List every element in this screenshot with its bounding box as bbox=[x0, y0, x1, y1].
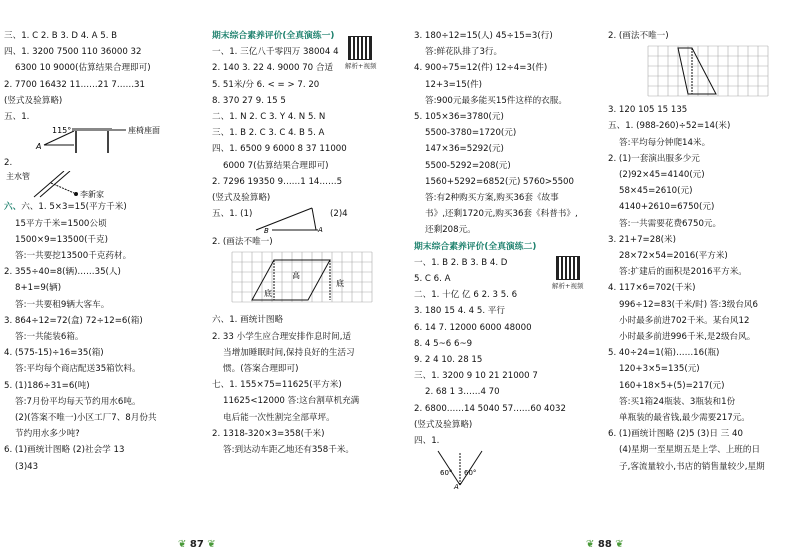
answer-line: 七、1. 155×75=11625(平方米) bbox=[212, 380, 342, 391]
answer-line: 四、1. 6500 9 6000 8 37 11000 bbox=[212, 144, 347, 155]
answer-line: 58×45=2610(元) bbox=[619, 186, 693, 197]
answer-line: 答:扩建后的面积是2016平方米。 bbox=[619, 267, 747, 278]
answer-line: 答:7月份平均每天节约用水6吨。 bbox=[15, 396, 141, 407]
answer-line: (2)92×45=4140(元) bbox=[619, 170, 705, 181]
answer-line: 2. 33 小学生应合理安排作息时间,适 bbox=[212, 331, 352, 342]
answer-line: 2. 355÷40=8(辆)……35(人) bbox=[4, 267, 121, 278]
answer-line: 3. 120 105 15 135 bbox=[608, 105, 688, 116]
answer-line: 2. 140 3. 22 4. 9000 70 合适 bbox=[212, 63, 334, 74]
answer-line: 六、六、1. 5×3=15(平方千米) bbox=[4, 202, 127, 213]
answer-line: 4. 117×6=702(千米) bbox=[608, 283, 696, 294]
answer-line: (竖式及验算略) bbox=[414, 419, 473, 430]
answer-line: 子,客流量较小,书店的销售量较少,星期 bbox=[619, 461, 765, 472]
qr-caption: 解析+视频 bbox=[552, 282, 584, 290]
answer-line: 单瓶装的最省钱,最少需要217元。 bbox=[619, 413, 750, 424]
answer-line: 2. 7296 19350 9……1 14……5 bbox=[212, 176, 343, 187]
answer-line: 3. 180 15 4. 4 5. 平行 bbox=[414, 306, 505, 317]
answer-line: 5. 105×36=3780(元) bbox=[414, 112, 504, 123]
answer-text: 五、1. (1) bbox=[212, 209, 253, 220]
answer-line: (3)43 bbox=[15, 461, 39, 472]
qr-code-icon[interactable] bbox=[348, 36, 372, 60]
base-label: 底 bbox=[264, 289, 272, 299]
angle-label: 115° bbox=[52, 126, 72, 136]
answer-line: 答:有2种购买方案,购买36套《故事 bbox=[425, 193, 559, 204]
qr-code-icon[interactable] bbox=[556, 256, 580, 280]
answer-line: 二、1. N 2. C 3. Y 4. N 5. N bbox=[212, 112, 326, 123]
answer-line: 答:平均每分钟爬14米。 bbox=[619, 137, 711, 148]
sprout-icon: ❦ bbox=[586, 539, 595, 550]
answer-line: 8. 4 5~6 6~9 bbox=[414, 338, 473, 349]
answer-line: 还剩208元。 bbox=[425, 225, 476, 236]
answer-line: 2. 68 1 3……4 70 bbox=[425, 387, 500, 398]
answer-line: 12+3=15(件) bbox=[425, 79, 483, 90]
answer-line: (2)(答案不唯一)小区工厂7、8月份共 bbox=[15, 413, 157, 424]
angle-60-figure bbox=[414, 449, 584, 489]
right-column-2 bbox=[608, 28, 798, 475]
page-number-text: 87 bbox=[189, 539, 204, 550]
answer-line: 四、1. 3200 7500 110 36000 32 bbox=[4, 47, 142, 58]
sprout-icon: ❦ bbox=[178, 539, 187, 550]
answer-line: 电后能一次性割完全部草坪。 bbox=[223, 412, 335, 423]
answer-line: 答:买1箱24瓶装、3瓶装和1份 bbox=[619, 396, 736, 407]
left-column-2 bbox=[212, 28, 398, 458]
answer-line: 6. (1)画统计图略 (2)社会学 13 bbox=[4, 445, 125, 456]
answer-line: 6. 14 7. 12000 6000 48000 bbox=[414, 322, 532, 333]
answer-line: 一、1. B 2. B 3. B 4. D bbox=[414, 257, 508, 268]
answer-line: 5500-3780=1720(元) bbox=[425, 128, 517, 139]
grid-trapezoid-figure bbox=[608, 44, 788, 102]
answer-line: 8+1=9(辆) bbox=[15, 283, 62, 294]
answer-line: 二、1. 十亿 亿 6 2. 3 5. 6 bbox=[414, 290, 518, 301]
section-title: 期末综合素养评价(全真演练二) bbox=[414, 241, 537, 252]
answer-line: 五、1. (988-260)÷52=14(米) bbox=[608, 121, 731, 132]
right-page bbox=[400, 0, 800, 556]
answer-line: 2. 1318-320×3=358(千米) bbox=[212, 428, 325, 439]
answer-line: 8. 370 27 9. 15 5 bbox=[212, 95, 286, 106]
answer-line: 3. 21+7=28(米) bbox=[608, 234, 676, 245]
answer-line: 节约用水多少吨? bbox=[15, 429, 80, 440]
sprout-icon: ❦ bbox=[207, 539, 216, 550]
answer-line: 6300 10 9000(估算结果合理即可) bbox=[15, 63, 151, 74]
answer-line: 三、1. 3200 9 10 21 21000 7 bbox=[414, 371, 538, 382]
answer-line: 当增加睡眠时间,保持良好的生活习 bbox=[223, 347, 355, 358]
pipe-label: 主水管 bbox=[6, 172, 30, 182]
answer-line: 4. 900÷75=12(件) 12÷4=3(件) bbox=[414, 63, 548, 74]
answer-line: 五、1. bbox=[4, 112, 30, 123]
angle-label: 60° bbox=[464, 469, 477, 478]
point-a: A bbox=[454, 483, 459, 490]
answer-line: 1560+5292=6852(元) 5760>5500 bbox=[425, 176, 574, 187]
answer-line: 6000 7(估算结果合理即可) bbox=[223, 160, 329, 171]
angle-label: 60° bbox=[440, 469, 453, 478]
left-column-1 bbox=[4, 28, 200, 475]
water-pipe-figure bbox=[4, 171, 174, 199]
point-a: A bbox=[36, 142, 42, 152]
answer-line: 2. bbox=[4, 158, 13, 169]
answer-line: 28×72×54=2016(平方米) bbox=[619, 251, 728, 262]
answer-line: (4)星期一至星期五是上学、上班的日 bbox=[619, 445, 761, 456]
answer-line: 六、1. 画统计图略 bbox=[212, 315, 284, 326]
answer-line: 6. (1)画统计图略 (2)5 (3)日 三 40 bbox=[608, 429, 743, 440]
answer-text: 六、1. 5×3=15(平方千米) bbox=[21, 202, 127, 213]
answer-line: 996÷12=83(千米/时) 答:3级台风6 bbox=[619, 299, 758, 310]
answer-line: 147×36=5292(元) bbox=[425, 144, 504, 155]
answer-line: 答:900元最多能买15件这样的衣服。 bbox=[425, 95, 567, 106]
seat-label: 座椅座面 bbox=[128, 126, 160, 136]
answer-line: 答:鲜花队排了3行。 bbox=[425, 47, 503, 58]
height-label: 高 bbox=[292, 271, 300, 281]
answer-line: 5. C 6. A bbox=[414, 274, 451, 285]
answer-line: 11625<12000 答:这台割草机充满 bbox=[223, 396, 360, 407]
answer-line: (竖式及验算略) bbox=[212, 193, 271, 204]
answer-line: 2. 6800……14 5040 57……60 4032 bbox=[414, 403, 566, 414]
answer-line: (竖式及验算略) bbox=[4, 95, 63, 106]
answer-line: 120+3×5=135(元) bbox=[619, 364, 700, 375]
line-ab-figure bbox=[252, 206, 332, 234]
answer-line: 惯。(答案合理即可) bbox=[223, 364, 299, 375]
answer-line: 5. (1)186÷31=6(吨) bbox=[4, 380, 90, 391]
grid-parallelogram-figure bbox=[212, 250, 392, 312]
answer-line: 9. 2 4 10. 28 15 bbox=[414, 355, 483, 366]
answer-line bbox=[212, 206, 398, 234]
answer-line: 2. (画法不唯一) bbox=[212, 237, 273, 248]
answer-line: 15平方千米=1500公顷 bbox=[15, 218, 107, 229]
answer-text: (2)4 bbox=[330, 209, 348, 220]
answer-line: 小时最多前进996千米,是2级台风。 bbox=[619, 332, 756, 343]
answer-line: 三、1. B 2. C 3. C 4. B 5. A bbox=[212, 128, 325, 139]
answer-line: 2. (1)一套演出服多少元 bbox=[608, 153, 700, 164]
answer-line: 4. (575-15)÷16=35(箱) bbox=[4, 348, 104, 359]
answer-line: 5. 40÷24=1(箱)……16(瓶) bbox=[608, 348, 720, 359]
answer-line: 3. 180÷12=15(人) 45÷15=3(行) bbox=[414, 31, 553, 41]
answer-line: 答:一共要挖13500千克药材。 bbox=[15, 251, 132, 262]
page-number-text: 88 bbox=[597, 539, 612, 550]
home-label: 李新家 bbox=[80, 190, 104, 200]
answer-line: 1500×9=13500(千克) bbox=[15, 234, 108, 245]
answer-line: 5500-5292=208(元) bbox=[425, 160, 511, 171]
answer-line: 答:一共能装6箱。 bbox=[15, 332, 84, 343]
answer-line: 三、1. C 2. B 3. D 4. A 5. B bbox=[4, 31, 118, 41]
answer-line: 答:一共需要花费6750元。 bbox=[619, 218, 722, 229]
answer-line: 160+18×5+(5)=217(元) bbox=[619, 380, 725, 391]
answer-line: 2. (画法不唯一) bbox=[608, 31, 669, 41]
sprout-icon: ❦ bbox=[615, 539, 624, 550]
answer-line: 答:平均每个商店配送35箱饮料。 bbox=[15, 364, 141, 375]
answer-line: 小时最多前进702千米。某台风12 bbox=[619, 315, 750, 326]
chair-angle-figure bbox=[4, 125, 174, 155]
answer-line: 5. 51米/分 6. < = > 7. 20 bbox=[212, 79, 320, 90]
answer-line: 2. 7700 16432 11……21 7……31 bbox=[4, 79, 145, 90]
answer-line: 一、1. 三亿八千零四万 38004 4 bbox=[212, 47, 339, 58]
answer-line: 答:到达动车距乙地还有358千米。 bbox=[223, 445, 355, 456]
answer-line: 答:一共要租9辆大客车。 bbox=[15, 299, 110, 310]
answer-line: 3. 864÷12=72(盒) 72÷12=6(箱) bbox=[4, 315, 143, 326]
qr-caption: 解析+视频 bbox=[345, 62, 377, 70]
page-number bbox=[178, 539, 216, 550]
answer-line: 书》,还剩1720元,购买36套《科普书》, bbox=[425, 209, 578, 220]
page-number bbox=[586, 539, 624, 550]
point-a: A bbox=[318, 226, 323, 235]
answer-line: 4140+2610=6750(元) bbox=[619, 202, 715, 213]
answer-line: 四、1. bbox=[414, 436, 440, 447]
point-b: B bbox=[264, 227, 269, 235]
base-label: 底 bbox=[336, 279, 344, 289]
section-title: 期末综合素养评价(全真演练一) bbox=[212, 31, 335, 41]
